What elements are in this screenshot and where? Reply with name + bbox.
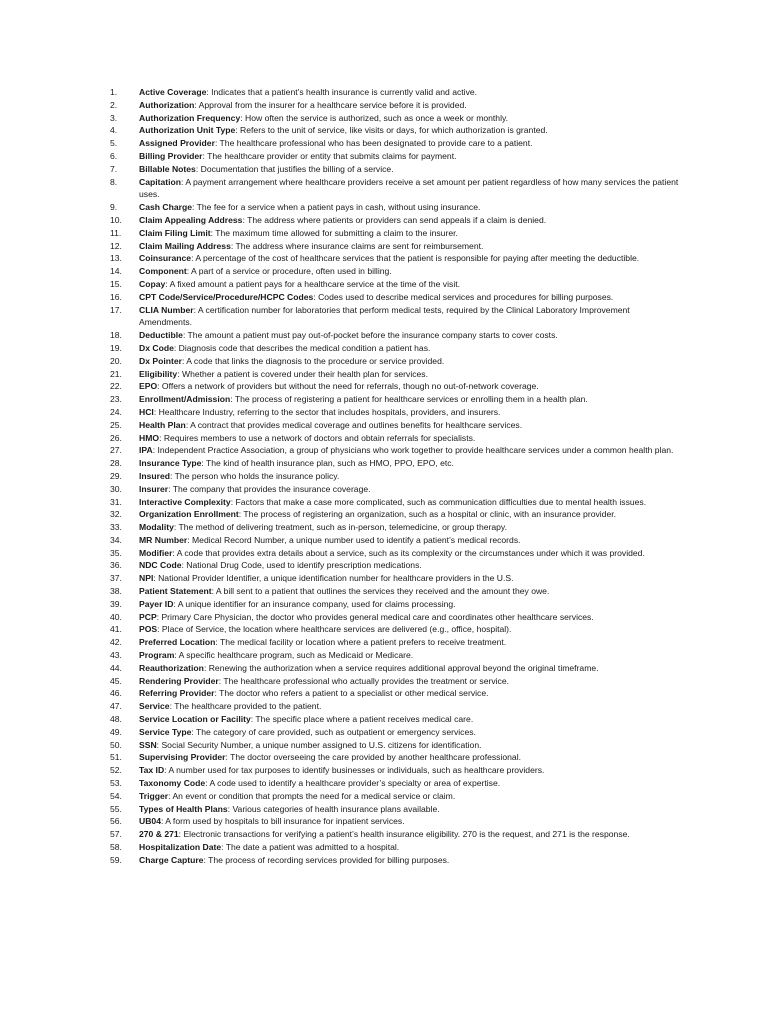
item-definition: : National Provider Identifier, a unique identification number for healthcare providers in the U.S. (153, 573, 514, 584)
item-term: NPI (139, 573, 154, 584)
item-definition: : The amount a patient must pay out-of-pocket before the insurance company starts to cover costs. (182, 330, 558, 341)
item-definition: : A certification number for laboratories that perform medical tests, required by the Clinical Laboratory Improvement Amendments. (139, 304, 630, 328)
glossary-item (110, 432, 680, 445)
item-text (139, 393, 680, 406)
glossary-item (110, 790, 680, 803)
item-text (139, 700, 680, 713)
item-definition: : The maximum time allowed for submitting a claim to the insurer. (210, 227, 458, 238)
item-number: 24. (110, 406, 122, 417)
item-number: 43. (110, 650, 122, 661)
item-term: IPA (139, 445, 153, 456)
item-text (139, 163, 680, 176)
glossary-item (110, 227, 680, 240)
glossary-item (110, 368, 680, 381)
item-definition: : The person who holds the insurance policy. (170, 470, 340, 481)
glossary-item (110, 572, 680, 585)
item-definition: : The process of recording services provided for billing purposes. (203, 854, 450, 865)
item-term: Hospitalization Date (139, 842, 222, 853)
item-term: Claim Mailing Address (139, 240, 231, 251)
item-definition: : Renewing the authorization when a service requires additional approval beyond the original timeframe. (203, 662, 599, 673)
item-text (139, 444, 680, 457)
item-term: Modifier (139, 547, 173, 558)
glossary-item (110, 598, 680, 611)
item-term: Insurer (139, 483, 169, 494)
item-number: 10. (110, 214, 122, 225)
item-text (139, 252, 680, 265)
item-term: Tax ID (139, 765, 165, 776)
glossary-item (110, 201, 680, 214)
item-number: 46. (110, 688, 122, 699)
glossary-item (110, 342, 680, 355)
item-definition: : Whether a patient is covered under their health plan for services. (177, 368, 428, 379)
item-text (139, 355, 680, 368)
item-number: 41. (110, 624, 122, 635)
item-definition: : The process of registering an organization, such as a hospital or clinic, with an insurance provider. (238, 509, 617, 520)
item-number: 42. (110, 637, 122, 648)
glossary-item (110, 214, 680, 227)
item-text (139, 547, 680, 560)
item-number: 58. (110, 842, 122, 853)
item-term: Preferred Location (139, 637, 216, 648)
item-text (139, 687, 680, 700)
item-text (139, 534, 680, 547)
item-text (139, 124, 680, 137)
item-text (139, 432, 680, 445)
item-text (139, 623, 680, 636)
item-definition: : Social Security Number, a unique number assigned to U.S. citizens for identification. (156, 739, 482, 750)
item-number: 14. (110, 266, 122, 277)
glossary-item (110, 547, 680, 560)
item-definition: : Electronic transactions for verifying a patient’s health insurance eligibility. 270 is the request, and 271 is the response. (178, 829, 630, 840)
item-term: SSN (139, 739, 157, 750)
item-text (139, 483, 680, 496)
item-text (139, 329, 680, 342)
item-definition: : A bill sent to a patient that outlines the services they received and the amount they owe. (211, 586, 550, 597)
item-definition: : Healthcare Industry, referring to the sector that includes hospitals, providers, and insurers. (153, 406, 501, 417)
glossary-item (110, 585, 680, 598)
item-number: 57. (110, 829, 122, 840)
item-number: 13. (110, 253, 122, 264)
item-number: 53. (110, 778, 122, 789)
item-text (139, 112, 680, 125)
item-definition: : How often the service is authorized, such as once a week or monthly. (240, 112, 509, 123)
item-text (139, 815, 680, 828)
item-text (139, 99, 680, 112)
item-term: Billing Provider (139, 150, 203, 161)
item-term: Claim Appealing Address (139, 214, 243, 225)
item-text (139, 803, 680, 816)
item-number: 33. (110, 522, 122, 533)
item-number: 50. (110, 739, 122, 750)
glossary-item (110, 124, 680, 137)
item-number: 8. (110, 176, 118, 187)
item-text (139, 201, 680, 214)
item-term: Health Plan (139, 419, 186, 430)
item-number: 7. (110, 163, 118, 174)
item-definition: : The category of care provided, such as outpatient or emergency services. (191, 726, 476, 737)
item-text (139, 777, 680, 790)
item-term: NDC Code (139, 560, 182, 571)
item-term: Authorization Frequency (139, 112, 241, 123)
glossary-item (110, 393, 680, 406)
glossary-item (110, 444, 680, 457)
item-definition: : A code used to identify a healthcare provider’s specialty or area of expertise. (205, 778, 501, 789)
glossary-item (110, 291, 680, 304)
item-number: 31. (110, 496, 122, 507)
item-text (139, 790, 680, 803)
glossary-item (110, 112, 680, 125)
item-number: 45. (110, 675, 122, 686)
item-number: 22. (110, 381, 122, 392)
glossary-item (110, 777, 680, 790)
item-term: Dx Code (139, 342, 174, 353)
item-definition: : The method of delivering treatment, such as in-person, telemedicine, or group therapy. (173, 522, 507, 533)
item-text (139, 470, 680, 483)
item-text (139, 304, 680, 330)
glossary-item (110, 380, 680, 393)
item-text (139, 521, 680, 534)
item-number: 59. (110, 854, 122, 865)
glossary-item (110, 483, 680, 496)
item-term: Eligibility (139, 368, 178, 379)
item-text (139, 764, 680, 777)
item-text (139, 713, 680, 726)
glossary-item (110, 726, 680, 739)
item-text (139, 559, 680, 572)
item-number: 12. (110, 240, 122, 251)
item-term: Service (139, 701, 170, 712)
glossary-item (110, 304, 680, 330)
item-number: 34. (110, 534, 122, 545)
item-definition: : A specific healthcare program, such as Medicaid or Medicare. (174, 650, 414, 661)
glossary-item (110, 163, 680, 176)
item-term: MR Number (139, 534, 188, 545)
item-number: 40. (110, 611, 122, 622)
item-term: Trigger (139, 790, 169, 801)
item-text (139, 227, 680, 240)
item-number: 32. (110, 509, 122, 520)
item-number: 55. (110, 803, 122, 814)
item-number: 54. (110, 790, 122, 801)
glossary-item (110, 329, 680, 342)
item-number: 9. (110, 202, 118, 213)
item-text (139, 751, 680, 764)
item-text (139, 508, 680, 521)
item-definition: : Primary Care Physician, the doctor who provides general medical care and coordinates other healthcare services. (156, 611, 594, 622)
item-definition: : The medical facility or location where a patient prefers to receive treatment. (215, 637, 507, 648)
item-text (139, 150, 680, 163)
item-term: Organization Enrollment (139, 509, 239, 520)
item-term: Rendering Provider (139, 675, 219, 686)
item-term: Capitation (139, 176, 182, 187)
item-number: 1. (110, 87, 118, 97)
item-term: UB04 (139, 816, 161, 827)
item-number: 44. (110, 662, 122, 673)
glossary-item (110, 86, 680, 99)
glossary-item (110, 662, 680, 675)
item-term: Supervising Provider (139, 752, 226, 763)
glossary-item (110, 355, 680, 368)
item-definition: : An event or condition that prompts the need for a medical service or claim. (168, 790, 456, 801)
item-text (139, 636, 680, 649)
item-number: 25. (110, 419, 122, 430)
item-number: 16. (110, 291, 122, 302)
item-definition: : The date a patient was admitted to a hospital. (221, 842, 400, 853)
item-term: Coinsurance (139, 253, 192, 264)
item-number: 26. (110, 432, 122, 443)
glossary-item (110, 841, 680, 854)
item-text (139, 662, 680, 675)
item-term: Copay (139, 278, 166, 289)
item-number: 35. (110, 547, 122, 558)
item-term: Insurance Type (139, 458, 202, 469)
item-term: Charge Capture (139, 854, 204, 865)
item-text (139, 137, 680, 150)
item-number: 21. (110, 368, 122, 379)
item-number: 19. (110, 342, 122, 353)
glossary-item (110, 854, 680, 867)
item-number: 11. (110, 227, 122, 238)
item-definition: : The company that provides the insurance coverage. (168, 483, 371, 494)
item-term: Billable Notes (139, 163, 196, 174)
glossary-item (110, 815, 680, 828)
item-term: Patient Statement (139, 586, 212, 597)
item-definition: : Indicates that a patient’s health insurance is currently valid and active. (206, 87, 478, 97)
item-number: 17. (110, 304, 122, 315)
item-number: 6. (110, 150, 118, 161)
glossary-item (110, 99, 680, 112)
item-term: PCP (139, 611, 157, 622)
item-term: HCI (139, 406, 154, 417)
item-number: 23. (110, 394, 122, 405)
glossary-item (110, 240, 680, 253)
glossary-item (110, 649, 680, 662)
item-definition: : Independent Practice Association, a group of physicians who work together to provide healthcare services under a common health plan. (152, 445, 674, 456)
item-term: Deductible (139, 330, 183, 341)
item-definition: : The doctor who refers a patient to a specialist or other medical service. (214, 688, 489, 699)
item-definition: : The kind of health insurance plan, such as HMO, PPO, EPO, etc. (201, 458, 454, 469)
glossary-item (110, 713, 680, 726)
glossary-item (110, 751, 680, 764)
item-number: 36. (110, 560, 122, 571)
glossary-item (110, 611, 680, 624)
item-term: Cash Charge (139, 202, 193, 213)
item-number: 18. (110, 330, 122, 341)
item-definition: : A code that provides extra details about a service, such as its complexity or the circumstances under which it was provided. (172, 547, 645, 558)
item-term: Insured (139, 470, 171, 481)
item-number: 27. (110, 445, 122, 456)
item-term: POS (139, 624, 158, 635)
item-number: 48. (110, 714, 122, 725)
item-number: 15. (110, 278, 122, 289)
item-text (139, 572, 680, 585)
item-term: Reauthorization (139, 662, 204, 673)
glossary-item (110, 457, 680, 470)
item-definition: : The address where insurance claims are sent for reimbursement. (230, 240, 484, 251)
glossary-item (110, 419, 680, 432)
item-definition: : Medical Record Number, a unique number used to identify a patient’s medical records. (187, 534, 521, 545)
glossary-item (110, 406, 680, 419)
item-definition: : Place of Service, the location where healthcare services are delivered (e.g., office, hospital). (157, 624, 512, 635)
glossary-list (110, 86, 680, 867)
item-term: Interactive Complexity (139, 496, 231, 507)
item-number: 20. (110, 355, 122, 366)
item-text (139, 828, 680, 841)
item-term: Types of Health Plans (139, 803, 228, 814)
glossary-item (110, 176, 680, 202)
glossary-item (110, 675, 680, 688)
item-text (139, 675, 680, 688)
item-text (139, 739, 680, 752)
item-text (139, 342, 680, 355)
item-text (139, 611, 680, 624)
item-term: Authorization (139, 99, 195, 110)
item-definition: : A unique identifier for an insurance company, used for claims processing. (173, 598, 456, 609)
item-definition: : The healthcare provided to the patient. (169, 701, 322, 712)
item-definition: : The healthcare professional who actually provides the treatment or service. (218, 675, 510, 686)
item-term: Authorization Unit Type (139, 125, 236, 136)
item-definition: : A fixed amount a patient pays for a healthcare service at the time of the visit. (165, 278, 460, 289)
glossary-item (110, 687, 680, 700)
item-definition: : Codes used to describe medical services and procedures for billing purposes. (313, 291, 614, 302)
item-number: 47. (110, 701, 122, 712)
item-text (139, 291, 680, 304)
item-term: Component (139, 266, 187, 277)
item-term: Payer ID (139, 598, 174, 609)
item-definition: : Offers a network of providers but without the need for referrals, though no out-of-network coverage. (157, 381, 539, 392)
item-definition: : A percentage of the cost of healthcare services that the patient is responsible for paying after meeting the deductible. (191, 253, 640, 264)
item-term: Service Type (139, 726, 192, 737)
item-term: Enrollment/Admission (139, 394, 231, 405)
item-text (139, 419, 680, 432)
item-text (139, 176, 680, 202)
item-term: CLIA Number (139, 304, 194, 315)
item-definition: : Requires members to use a network of doctors and obtain referrals for specialists. (159, 432, 476, 443)
item-number: 28. (110, 458, 122, 469)
item-number: 5. (110, 138, 118, 149)
item-text (139, 585, 680, 598)
item-term: Program (139, 650, 175, 661)
item-number: 29. (110, 470, 122, 481)
item-definition: : The healthcare provider or entity that submits claims for payment. (202, 150, 457, 161)
item-definition: : Refers to the unit of service, like visits or days, for which authorization is granted. (235, 125, 548, 136)
item-text (139, 496, 680, 509)
item-text (139, 598, 680, 611)
item-text (139, 649, 680, 662)
item-number: 3. (110, 112, 118, 123)
item-definition: : A code that links the diagnosis to the procedure or service provided. (181, 355, 445, 366)
item-text (139, 854, 680, 867)
glossary-item (110, 534, 680, 547)
glossary-item (110, 828, 680, 841)
item-term: Assigned Provider (139, 138, 215, 149)
item-definition: : A part of a service or procedure, often used in billing. (186, 266, 392, 277)
glossary-item (110, 496, 680, 509)
item-number: 52. (110, 765, 122, 776)
glossary-item (110, 252, 680, 265)
item-definition: : A number used for tax purposes to identify businesses or individuals, such as healthcare providers. (164, 765, 545, 776)
glossary-item (110, 508, 680, 521)
item-text (139, 726, 680, 739)
item-term: Claim Filing Limit (139, 227, 211, 238)
item-number: 30. (110, 483, 122, 494)
item-number: 51. (110, 752, 122, 763)
glossary-item (110, 764, 680, 777)
glossary-item (110, 739, 680, 752)
item-text (139, 841, 680, 854)
glossary-item (110, 803, 680, 816)
item-definition: : The fee for a service when a patient pays in cash, without using insurance. (192, 202, 481, 213)
item-number: 2. (110, 99, 118, 110)
item-term: Active Coverage (139, 87, 207, 97)
item-number: 37. (110, 573, 122, 584)
item-term: Modality (139, 522, 174, 533)
item-text (139, 406, 680, 419)
item-text (139, 265, 680, 278)
glossary-item (110, 150, 680, 163)
glossary-item (110, 636, 680, 649)
item-number: 49. (110, 726, 122, 737)
item-definition: : Various categories of health insurance plans available. (227, 803, 440, 814)
item-definition: : The doctor overseeing the care provided by another healthcare professional. (225, 752, 522, 763)
item-definition: : Diagnosis code that describes the medical condition a patient has. (173, 342, 431, 353)
glossary-item (110, 521, 680, 534)
item-text (139, 457, 680, 470)
item-number: 56. (110, 816, 122, 827)
item-text (139, 240, 680, 253)
glossary-item (110, 265, 680, 278)
item-definition: : A form used by hospitals to bill insurance for inpatient services. (160, 816, 405, 827)
item-term: EPO (139, 381, 158, 392)
item-term: 270 & 271 (139, 829, 179, 840)
item-definition: : National Drug Code, used to identify prescription medications. (181, 560, 422, 571)
item-term: Referring Provider (139, 688, 215, 699)
item-definition: : Approval from the insurer for a healthcare service before it is provided. (194, 99, 467, 110)
item-definition: : The address where patients or providers can send appeals if a claim is denied. (242, 214, 547, 225)
item-definition: : The healthcare professional who has been designated to provide care to a patient. (214, 138, 533, 149)
item-definition: : Factors that make a case more complicated, such as communication difficulties due to mental health issues. (230, 496, 647, 507)
item-definition: : The specific place where a patient receives medical care. (250, 714, 474, 725)
item-text (139, 368, 680, 381)
item-term: CPT Code/Service/Procedure/HCPC Codes (139, 291, 314, 302)
item-term: Dx Pointer (139, 355, 182, 366)
glossary-item (110, 278, 680, 291)
item-text (139, 86, 680, 99)
item-definition: : Documentation that justifies the billing of a service. (195, 163, 394, 174)
item-number: 4. (110, 125, 118, 136)
item-term: Service Location or Facility (139, 714, 251, 725)
item-definition: : A contract that provides medical coverage and outlines benefits for healthcare services. (185, 419, 523, 430)
item-term: HMO (139, 432, 160, 443)
glossary-item (110, 700, 680, 713)
item-text (139, 278, 680, 291)
item-text (139, 214, 680, 227)
item-text (139, 380, 680, 393)
glossary-item (110, 137, 680, 150)
item-definition: : The process of registering a patient for healthcare services or enrolling them in a health plan. (230, 394, 588, 405)
glossary-item (110, 623, 680, 636)
item-number: 38. (110, 586, 122, 597)
glossary-item (110, 470, 680, 483)
glossary-item (110, 559, 680, 572)
item-number: 39. (110, 598, 122, 609)
item-term: Taxonomy Code (139, 778, 206, 789)
item-definition: : A payment arrangement where healthcare providers receive a set amount per patient regardless of how many services the patient uses. (139, 176, 679, 200)
